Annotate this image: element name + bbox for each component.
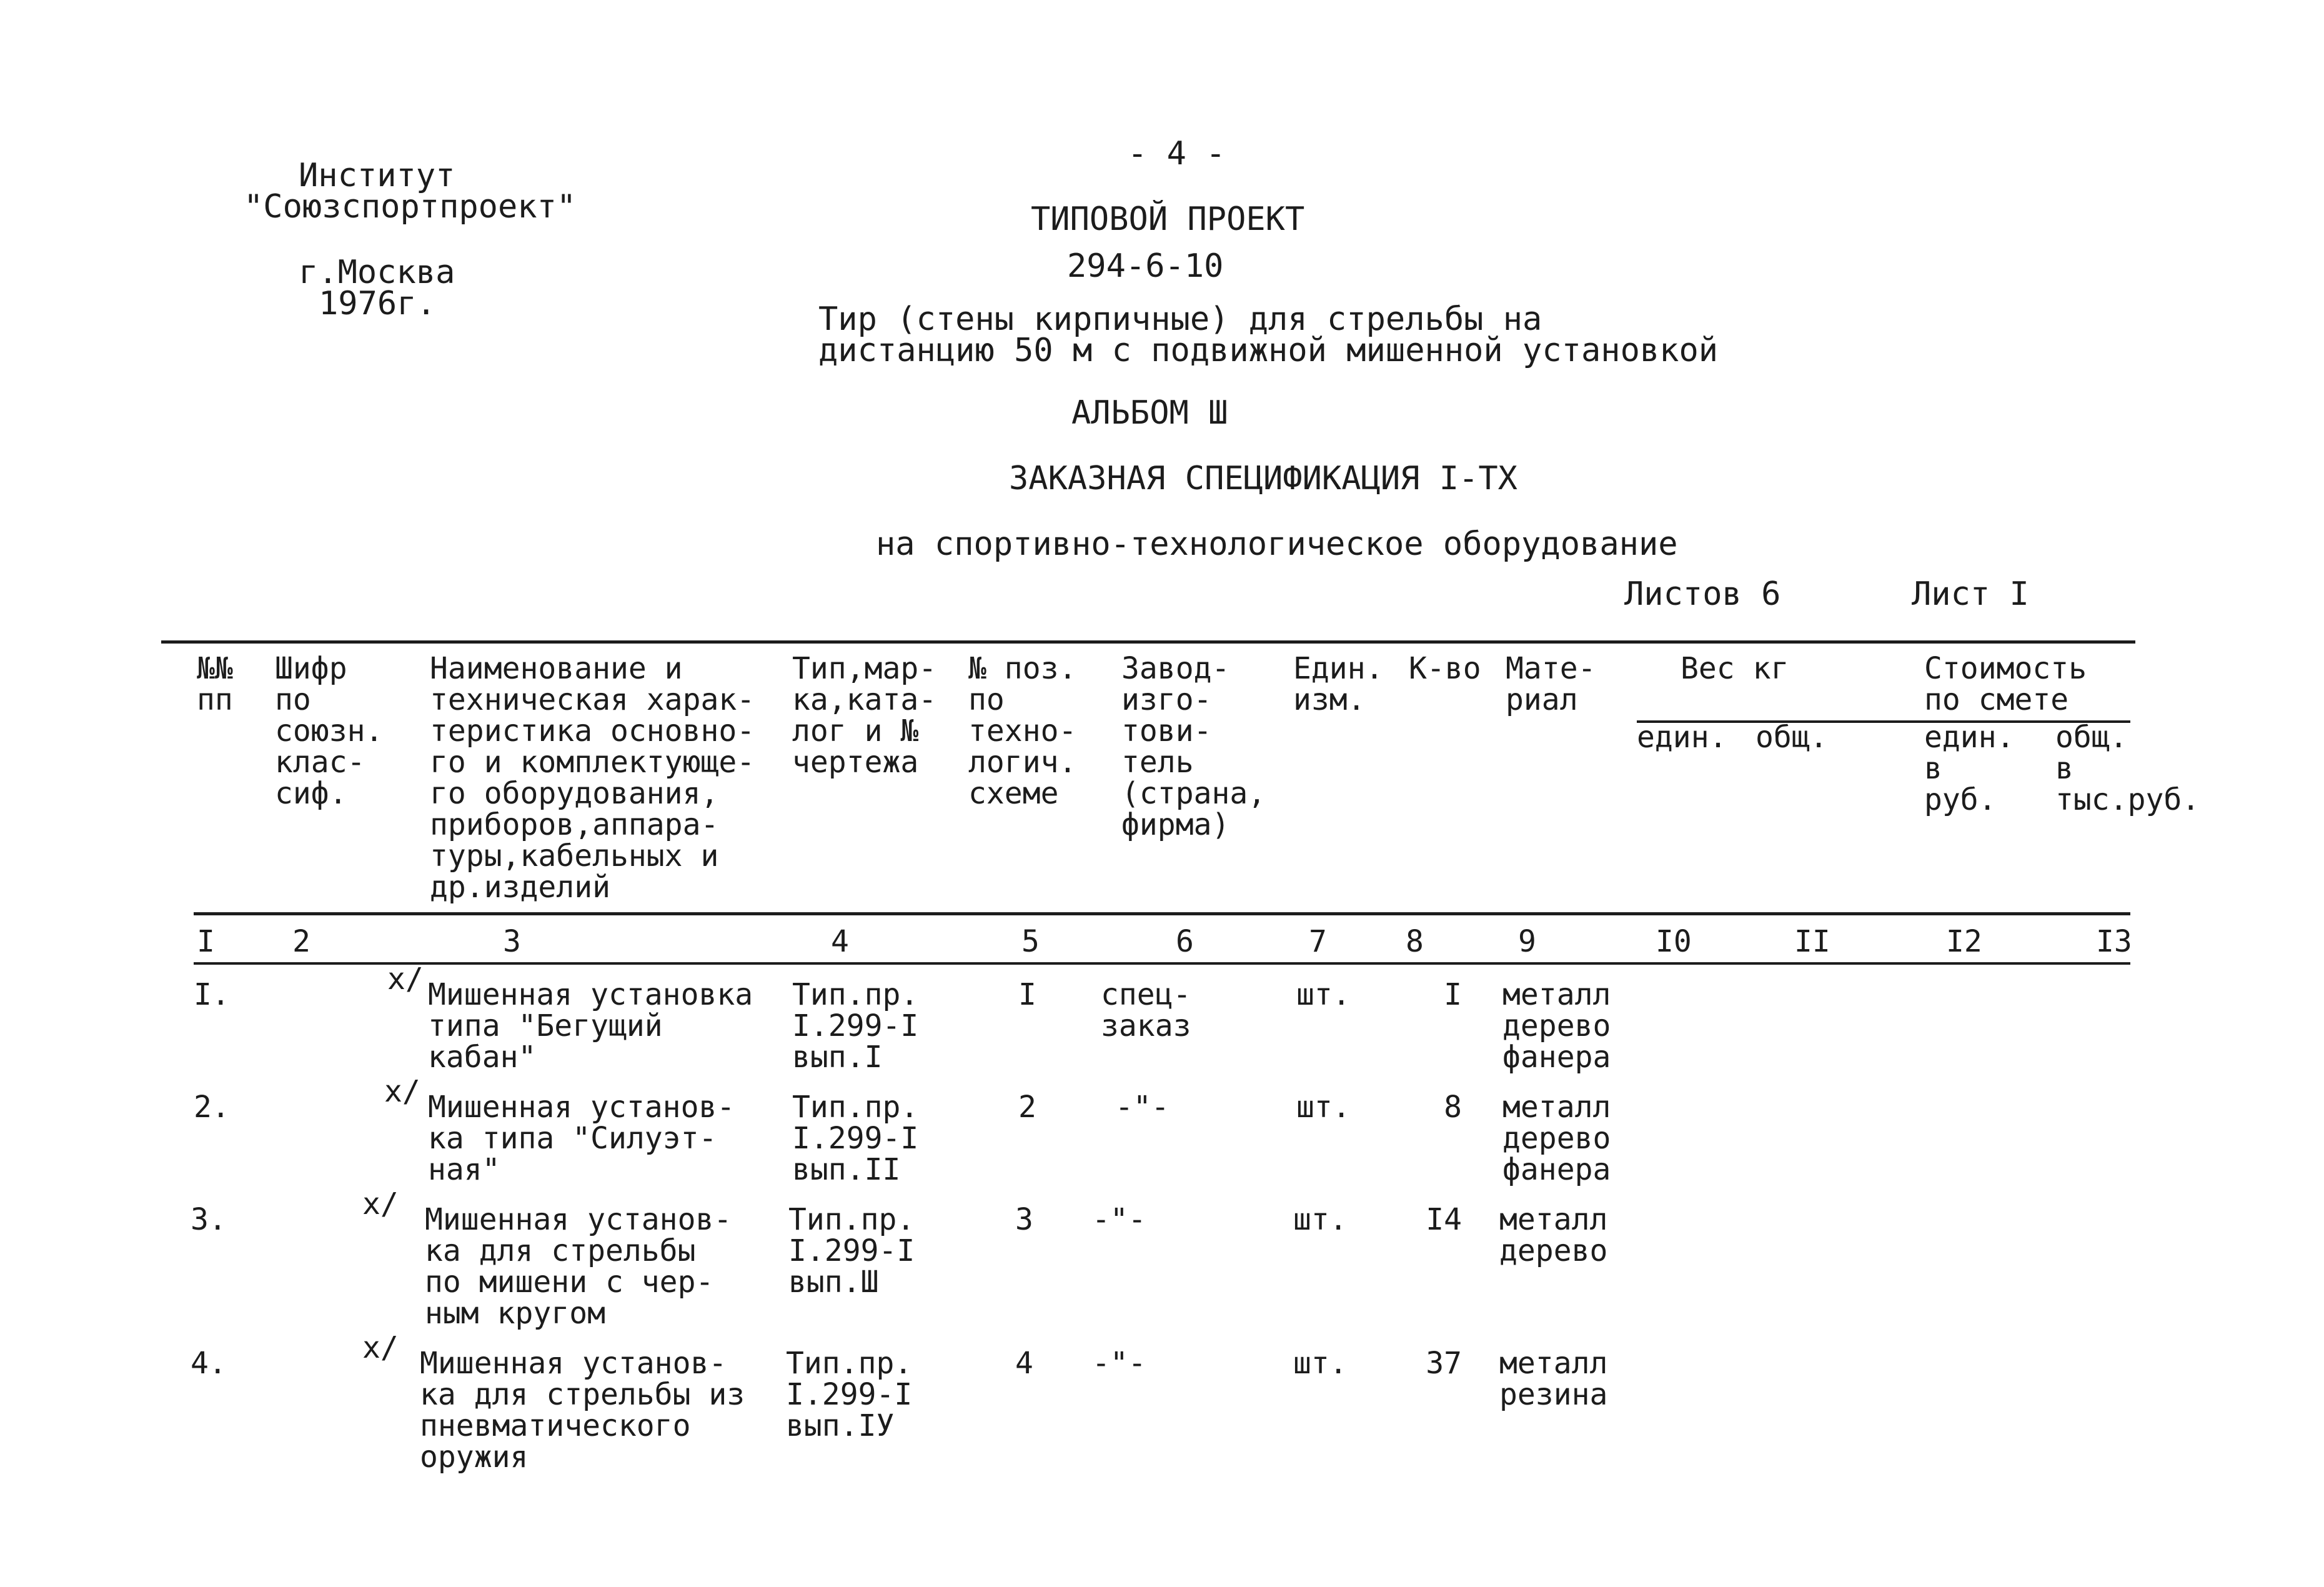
table-top-rule	[161, 640, 2135, 644]
header-cost-group: Стоимость по смете	[1924, 651, 2087, 717]
project-code: 294-6-10	[1067, 247, 1224, 285]
footnote-mark: x/	[384, 1074, 420, 1109]
institute-city: г.Москва	[299, 254, 455, 291]
column-number: 8	[1406, 924, 1424, 959]
sheets-total: Листов 6	[1624, 575, 1781, 613]
project-desc-line2: дистанцию 50 м с подвижной мишенной установкой	[818, 332, 1719, 369]
item-material: металл дерево	[1499, 1202, 1608, 1268]
project-kind: ТИПОВОЙ ПРОЕКТ	[1031, 201, 1305, 238]
table-row-number: 2.	[194, 1090, 230, 1125]
item-maker: -"-	[1092, 1202, 1146, 1237]
header-material: Мате- риал	[1506, 651, 1596, 717]
column-number: 9	[1518, 924, 1536, 959]
column-number: 6	[1176, 924, 1194, 959]
footnote-mark: x/	[387, 962, 424, 997]
item-position: 2	[1018, 1090, 1036, 1125]
item-name: Мишенная установ- ка для стрельбы по мишени с чер- ным кругом	[425, 1202, 732, 1331]
item-quantity: I4	[1426, 1202, 1462, 1237]
column-number: II	[1794, 924, 1830, 959]
item-maker: -"-	[1092, 1346, 1146, 1381]
column-numbers-rule	[194, 962, 2130, 965]
spec-title: ЗАКАЗНАЯ СПЕЦИФИКАЦИЯ I-ТХ	[1009, 460, 1517, 497]
column-number: I0	[1656, 924, 1692, 959]
table-row-number: 4.	[191, 1346, 227, 1381]
spec-subtitle: на спортивно-технологическое оборудование	[876, 525, 1678, 563]
header-weight-total: общ.	[1755, 720, 1828, 755]
column-number: 5	[1021, 924, 1040, 959]
header-position: № поз. по техно- логич. схеме	[968, 651, 1077, 811]
item-type: Тип.пр. I.299-I вып.Ш	[788, 1202, 915, 1300]
item-material: металл дерево фанера	[1502, 1090, 1611, 1187]
institute-year: 1976г.	[319, 285, 436, 322]
item-name: Мишенная установ- ка для стрельбы из пневматического оружия	[420, 1346, 745, 1475]
header-bottom-rule	[194, 912, 2130, 915]
item-unit: шт.	[1296, 1090, 1351, 1125]
item-maker: -"-	[1115, 1090, 1169, 1125]
page-number: - 4 -	[1128, 135, 1226, 172]
project-desc-line1: Тир (стены кирпичные) для стрельбы на	[818, 301, 1542, 338]
institute-name: Институт	[299, 157, 455, 194]
header-weight-group: Вес кг	[1681, 651, 1789, 686]
column-number: 3	[503, 924, 521, 959]
item-position: I	[1018, 977, 1036, 1012]
item-material: металл дерево фанера	[1502, 977, 1611, 1075]
item-material: металл резина	[1499, 1346, 1608, 1412]
header-cost-total: общ. в тыс.руб.	[2055, 720, 2200, 817]
item-unit: шт.	[1293, 1202, 1348, 1237]
column-number: 7	[1309, 924, 1327, 959]
sheet-number: Лист I	[1912, 575, 2029, 613]
item-position: 3	[1015, 1202, 1033, 1237]
header-type-catalog: Тип,мар- ка,ката- лог и № чертежа	[792, 651, 937, 780]
item-quantity: 8	[1444, 1090, 1462, 1125]
header-cost-unit: един. в руб.	[1924, 720, 2015, 817]
item-position: 4	[1015, 1346, 1033, 1381]
header-classifier-code: Шифр по союзн. клас- сиф.	[275, 651, 384, 811]
column-number: 4	[831, 924, 849, 959]
footnote-mark: x/	[362, 1187, 399, 1221]
column-number: I3	[2096, 924, 2132, 959]
item-type: Тип.пр. I.299-I вып.II	[792, 1090, 919, 1187]
header-name-description: Наименование и техническая харак- теристика основно- го и комплектующе- го оборудования, приборов,аппара- туры,кабельных и др.изделий	[430, 651, 755, 905]
item-quantity: I	[1444, 977, 1462, 1012]
column-number: I2	[1946, 924, 1982, 959]
item-unit: шт.	[1293, 1346, 1348, 1381]
table-row-number: I.	[194, 977, 230, 1012]
header-row-number: №№ пп	[197, 651, 233, 717]
item-maker: спец- заказ	[1101, 977, 1191, 1043]
item-unit: шт.	[1296, 977, 1351, 1012]
header-unit: Един. изм.	[1293, 651, 1384, 717]
item-type: Тип.пр. I.299-I вып.I	[792, 977, 919, 1075]
header-weight-unit: един.	[1637, 720, 1727, 755]
table-row-number: 3.	[191, 1202, 227, 1237]
header-quantity: К-во	[1409, 651, 1481, 686]
footnote-mark: x/	[362, 1330, 399, 1365]
item-name: Мишенная установка типа "Бегущий кабан"	[428, 977, 753, 1075]
institute-name-quoted: "Союзспортпроект"	[244, 188, 577, 226]
column-number: 2	[292, 924, 310, 959]
item-type: Тип.пр. I.299-I вып.IУ	[786, 1346, 913, 1443]
album-title: АЛЬБОМ Ш	[1071, 394, 1228, 432]
header-manufacturer: Завод- изго- тови- тель (страна, фирма)	[1121, 651, 1266, 842]
item-quantity: 37	[1426, 1346, 1462, 1381]
column-number: I	[197, 924, 215, 959]
item-name: Мишенная установ- ка типа "Силуэт- ная"	[428, 1090, 735, 1187]
